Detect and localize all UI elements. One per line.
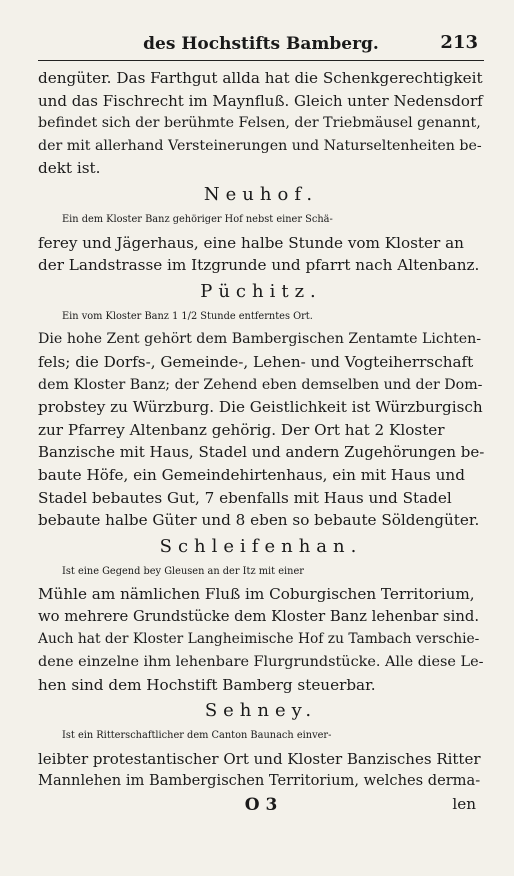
body-text — [38, 67, 484, 793]
text-line: probstey zu Würzburg. Die Geistlichkeit ist Würzburgisch — [38, 398, 483, 417]
text-line: Ein dem Kloster Banz gehöriger Hof nebst einer Schä- — [62, 213, 333, 225]
text-line: Mühle am nämlichen Fluß im Coburgischen Territorium, — [38, 585, 475, 604]
text-line: fels; die Dorfs-, Gemeinde-, Lehen- und Vogteiherrschaft — [38, 352, 474, 371]
text-line: dengüter. Das Farthgut allda hat die Schenkgerechtigkeit — [38, 69, 483, 87]
catchword: len — [452, 795, 476, 814]
text-line: wo mehrere Grundstücke dem Kloster Banz lehenbar sind. — [38, 607, 480, 625]
text-line: Auch hat der Kloster Langheimische Hof zu Tambach verschie- — [38, 631, 480, 648]
running-head: des Hochstifts Bamberg. — [143, 34, 379, 54]
section-paragraph — [38, 561, 484, 697]
text-line: Stadel bebautes Gut, 7 ebenfalls mit Haus und Stadel — [38, 488, 452, 507]
section-heading: Schleifenhan. — [159, 535, 363, 557]
text-line: Ist ein Ritterschaftlicher dem Canton Baunach einver- — [62, 730, 332, 742]
signature-mark: O 3 — [244, 795, 278, 816]
page-footer — [38, 795, 484, 821]
text-line: der mit allerhand Versteinerungen und Naturseltenheiten be- — [38, 137, 482, 154]
text-line: Banzische mit Haus, Stadel und andern Zugehörungen be- — [38, 443, 485, 462]
section-paragraph — [38, 306, 484, 532]
text-line: Ist eine Gegend bey Gleusen an der Itz mit einer — [62, 565, 304, 577]
text-line: hen sind dem Hochstift Bamberg steuerbar. — [38, 675, 376, 694]
text-line: der Landstrasse im Itzgrunde und pfarrt nach Altenbanz. — [38, 256, 480, 275]
text-line: bebaute halbe Güter und 8 eben so bebaute Söldengüter. — [38, 511, 480, 530]
text-line: Die hohe Zent gehört dem Bambergischen Zentamte Lichten- — [38, 331, 482, 348]
section-heading: Neuhof. — [203, 183, 319, 205]
section-paragraph — [38, 209, 484, 277]
header-rule — [38, 60, 484, 61]
section-paragraph — [38, 725, 484, 793]
text-line: Mannlehen im Bambergischen Territorium, welches derma- — [38, 772, 481, 790]
text-line: dekt ist. — [38, 159, 101, 178]
text-line: dene einzelne ihm lehenbare Flurgrundstücke. Alle diese Le- — [38, 654, 484, 671]
text-line: ferey und Jägerhaus, eine halbe Stunde vom Kloster an — [38, 233, 464, 252]
text-line: baute Höfe, ein Gemeindehirtenhaus, ein mit Haus und — [38, 465, 465, 484]
section-heading: Sehney. — [204, 700, 318, 722]
text-line: dem Kloster Banz; der Zehend eben demselben und der Dom- — [38, 376, 483, 393]
text-line: leibter protestantischer Ort und Kloster Banzisches Ritter — [38, 749, 481, 768]
text-line: zur Pfarrey Altenbanz gehörig. Der Ort hat 2 Kloster — [38, 420, 445, 439]
section-paragraph — [38, 67, 484, 180]
page-number: 213 — [440, 32, 478, 53]
page-header — [38, 30, 484, 60]
text-line: und das Fischrecht im Maynfluß. Gleich unter Nedensdorf — [38, 91, 483, 110]
text-line: befindet sich der berühmte Felsen, der Triebmäusel genannt, — [38, 115, 481, 132]
section-heading: Püchitz. — [200, 280, 322, 302]
text-line: Ein vom Kloster Banz 1 1/2 Stunde entferntes Ort. — [62, 310, 313, 322]
